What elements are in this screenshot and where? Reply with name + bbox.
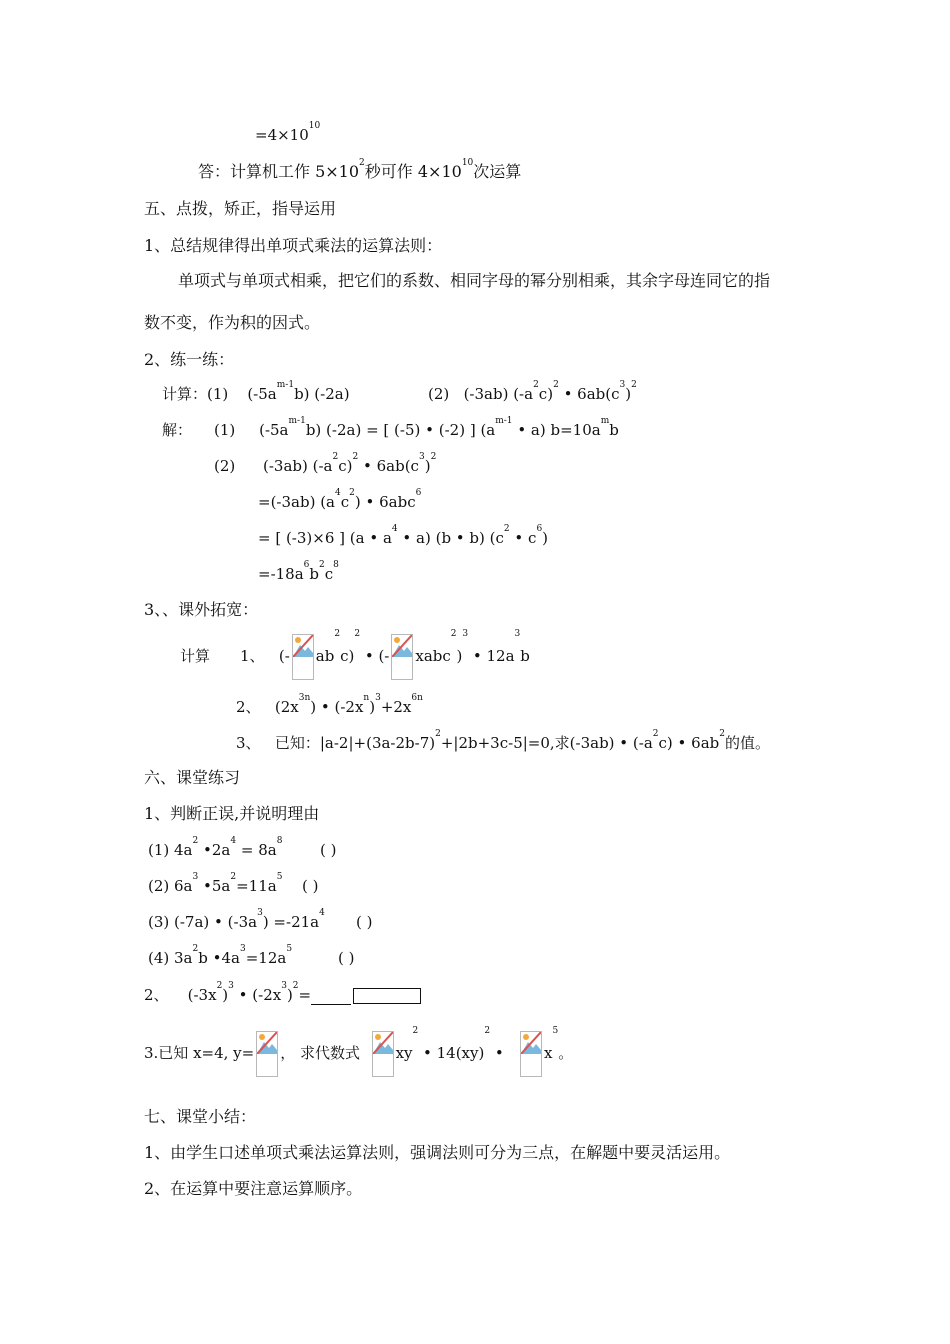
- judge-4-blank[interactable]: ( ): [338, 949, 355, 967]
- section-5-heading: 五、点拨，矫正，指导运用: [144, 199, 337, 218]
- extension-label: 计算: [180, 647, 211, 665]
- solution-2-line-3: = [ (-3)×6 ] (a • $a^4$ • a) (b • b) ($c^2$ • $c^6$): [258, 524, 549, 547]
- solution-label: 解：: [162, 421, 193, 439]
- solution-2-num: (2): [214, 457, 236, 475]
- solution-1: (1) $(-5a^{m-1}b) (-2a)$ = [ (-5) • (-2) ] ($a^{m-1}$ • a) $b=10a^mb$: [214, 416, 619, 439]
- extension-3: 3、 已知：$|a-2|+(3a-2b-7)^2+|2b+3c-5|=0$,求(-3ab) • $(-a^2c)$ • $6ab^2$的值。: [236, 729, 770, 752]
- judge-3-blank[interactable]: ( ): [356, 913, 373, 931]
- judge-4: (4) $3a^2b$ $•4a^3=12a^5$: [148, 944, 293, 967]
- image-placeholder-icon: [520, 1031, 542, 1077]
- calc-line: 计算：(1) $(-5a^{m-1}b)$ (-2a): [162, 380, 350, 403]
- extension-1: 1、 (- $ab^2c)^2$ • (- xabc$^2$)$^3$ • $12a^3b$: [240, 633, 530, 680]
- rule-text-2: 数不变，作为积的因式。: [144, 313, 321, 332]
- s7-item-2: 2、在运算中要注意运算顺序。: [144, 1179, 363, 1198]
- image-placeholder-icon: [256, 1031, 278, 1077]
- s6-item-1: 1、判断正误,并说明理由: [144, 804, 320, 823]
- rule-text-1: 单项式与单项式相乘，把它们的系数、相同字母的幂分别相乘，其余字母连同它的指: [178, 271, 771, 290]
- image-placeholder-icon: [391, 634, 413, 680]
- answer-underline[interactable]: [311, 990, 351, 1005]
- exercise-2: 2、 $(-3x^2)^3$ • $(-2x^3)^2=$: [144, 985, 421, 1005]
- solution-2-line-4: $=-18a^6b^2c^8$: [258, 560, 339, 583]
- exercise-3: 3.已知 x=4, y= ， 求代数式 $xy^2$ • 14(xy)$^2$ • $x^5$。: [144, 1030, 573, 1077]
- judge-1-blank[interactable]: ( ): [320, 841, 337, 859]
- calc-line-2: (2) (-3ab) $(-a^2c)^2$ • $6ab(c^3)^2$: [428, 380, 637, 403]
- image-placeholder-icon: [292, 634, 314, 680]
- judge-3: (3) (-7a) • $(-3a^3) =-21a^4$: [148, 908, 325, 931]
- s7-item-1: 1、由学生口述单项式乘法运算法则，强调法则可分为三点，在解题中要灵活运用。: [144, 1143, 731, 1162]
- s5-item-3: 3、、课外拓宽：: [144, 600, 259, 619]
- judge-1: (1) $4a^2$ $•2a^4 = 8a^8$: [148, 836, 283, 859]
- image-placeholder-icon: [372, 1031, 394, 1077]
- s5-item-2: 2、练一练：: [144, 350, 235, 369]
- s5-item-1: 1、总结规律得出单项式乘法的运算法则：: [144, 236, 443, 255]
- solution-2-line-2: =(-3ab) $(a^4c^2)$ • 6abc$^6$: [258, 488, 422, 511]
- extension-2: 2、 $(2x^{3n})$ • $(-2x^n)^3+2x^{6n}$: [236, 693, 423, 716]
- section-7-heading: 七、课堂小结：: [144, 1107, 257, 1126]
- answer-line: 答：计算机工作 $5\times 10^2$秒可作 $4\times 10^{10}$次运算: [198, 158, 522, 181]
- judge-2: (2) $6a^3$ $•5a^2=11a^5$: [148, 872, 283, 895]
- section-6-heading: 六、课堂练习: [144, 768, 241, 787]
- judge-2-blank[interactable]: ( ): [302, 877, 319, 895]
- equation-line: $=4\times 10^{10}$: [255, 121, 321, 144]
- answer-box[interactable]: [353, 988, 421, 1004]
- solution-2-line-1: (-3ab) $(-a^2c)^2$ • $6ab(c^3)^2$: [263, 452, 437, 475]
